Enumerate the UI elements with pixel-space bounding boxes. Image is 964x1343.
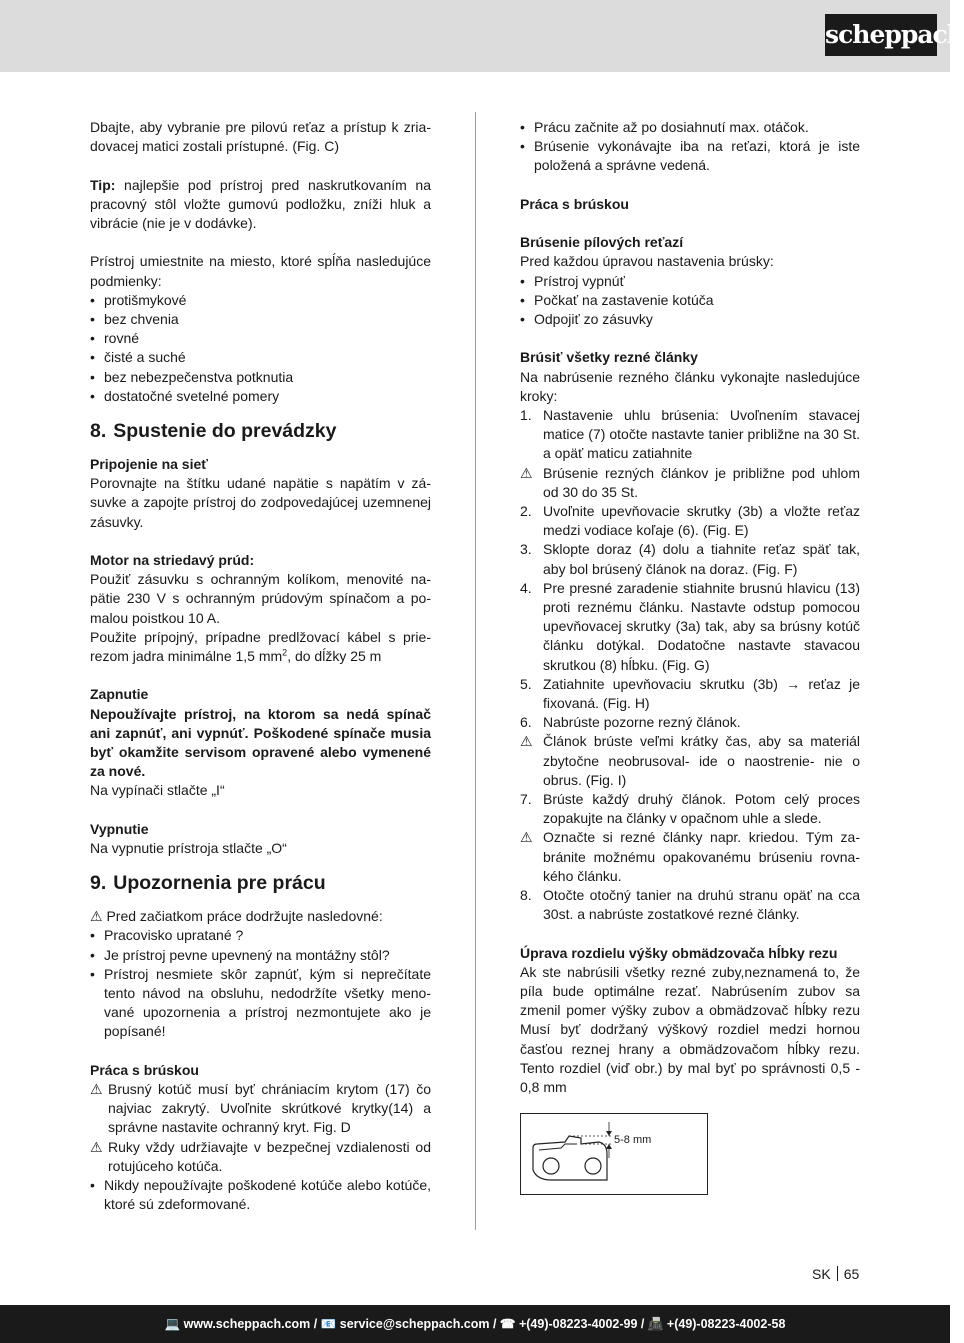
- language-code: SK: [812, 1266, 831, 1282]
- step-text: Nabrúste pozorne rezný článok.: [543, 714, 741, 731]
- intro-paragraph: Dbajte, aby vybranie pre pilovú reťaz a prístup k zriadovacej matici zostali prístupné. (Fig. C): [90, 119, 431, 155]
- switch-off-text: Na vypnutie prístroja stlačte „O“: [90, 840, 287, 857]
- start-list: [520, 118, 860, 176]
- work-intro: [90, 907, 431, 926]
- scheppach-logo: scheppach: [825, 14, 937, 56]
- warning-icon: ⚠: [90, 1081, 103, 1098]
- section-number: 9.: [90, 872, 107, 895]
- work-list: [90, 926, 431, 1041]
- list-item: • Prácu začnite až po dosiahnutí max. otáčok.: [520, 118, 860, 137]
- step-marker: 1.: [520, 407, 532, 423]
- step-marker: 7.: [520, 791, 532, 808]
- separator: [837, 1266, 838, 1281]
- section-9-heading: [90, 870, 431, 896]
- cable-text: Použite prípojný, prípadne predlžovací kábel s prierezom jadra minimálne 1,5 mm: [90, 628, 431, 665]
- step-marker: 6.: [520, 714, 532, 731]
- cable-text-end: , do dĺžky 25 m: [287, 648, 382, 665]
- footer-contact-bar: 💻 www.scheppach.com / 📧 service@scheppach.com / ☎ +(49)-08223-4002-99 / 📠 +(49)-08223-4002-58: [0, 1305, 950, 1343]
- step-item: [520, 790, 860, 828]
- chain-intro: Pred každou úpravou nastavenia brúsky:: [520, 253, 774, 270]
- step-item: [520, 464, 860, 502]
- step-text: Označte si rezné články napr. kriedou. Tým zabránite možnému opakovanému brúseniu rovnakého článku.: [543, 829, 860, 884]
- section-number: 8.: [90, 420, 107, 443]
- section-8-heading: [90, 418, 431, 444]
- grinder-heading: Práca s brúskou: [90, 1061, 199, 1078]
- section-title: Upozornenia pre prácu: [113, 872, 326, 895]
- warning-icon: ⚠: [520, 733, 533, 750]
- grinder-work-heading: Práca s brúskou: [520, 195, 629, 212]
- step-text: Pre presné zaradenie stiahnite brusnú hlavicu (13) proti reznému článku. Nastavte odstup pomocou upevňovacej skrutky (3a) tak, aby sa brúsny kotúč článku dotýkal. Dodatočne nastavte stavacou skrutkou (8) hĺbku. (Fig. G): [543, 579, 860, 673]
- step-marker: 8.: [520, 887, 532, 904]
- step-marker: 2.: [520, 503, 532, 520]
- step-item: [520, 828, 860, 886]
- step-marker: 3.: [520, 541, 532, 558]
- chain-heading: Brúsenie pílových reťazí: [520, 234, 684, 251]
- depth-dimension-label: 5-8 mm: [614, 1134, 652, 1147]
- list-item: • rovné: [90, 329, 431, 348]
- step-text: Článok brúste veľmi krátky čas, aby sa materiál zbytočne neobrusoval- ide o naostrenie- nie o obrus. (Fig. I): [543, 733, 860, 788]
- net-paragraph: Porovnajte na štítku udané napätie s napätím v zásuvke a zapojte prístroj do zodpovedajúcej uzemnenej zásuvky.: [90, 475, 431, 530]
- depth-paragraph: Ak ste nabrúsili všetky rezné zuby,neznamená to, že píla bude optimálne rezať. Nabrúsením zubov sa zmenil pomer výšky zubov a obmädzovač hĺbky rezu Musí byť dodržaný výškový rozdiel medzi hornou časťou reznej hrany a obmädzovačom hĺbky rezu. Tento rozdiel (viď obr.) by mal byť po správnosti 0,5 - 0,8 mm: [520, 963, 860, 1096]
- page-number: [812, 1266, 859, 1282]
- warning-icon: ⚠: [520, 829, 533, 846]
- switch-warning: Nepoužívajte prístroj, na ktorom sa nedá spínač ani zapnúť, ani vypnúť. Poškodené spínače musia byť okamžite servisom opravené alebo vymenené za nové.: [90, 705, 431, 780]
- motor-heading: Motor na striedavý prúd:: [90, 552, 255, 569]
- step-item: [520, 502, 860, 540]
- chain-tooth-drawing: [521, 1114, 707, 1194]
- switch-off-heading: Vypnutie: [90, 820, 149, 837]
- step-item: [520, 579, 860, 675]
- list-item: • Pracovisko upratané ?: [90, 926, 431, 945]
- header-band: [0, 0, 950, 72]
- list-item: • protišmykové: [90, 291, 431, 310]
- step-item: [520, 886, 860, 924]
- step-marker: 4.: [520, 579, 532, 596]
- left-column: [90, 118, 431, 1214]
- list-item: • Prístroj vypnúť: [520, 272, 860, 291]
- list-item: • Odpojiť zo zásuvky: [520, 310, 860, 329]
- tip-label: Tip:: [90, 176, 116, 193]
- conditions-list: [90, 291, 431, 406]
- step-text: Brúste každý druhý článok. Potom celý proces zopakujte na články v opačnom uhle a slede.: [543, 791, 860, 827]
- step-marker: 5.: [520, 675, 532, 692]
- step-item: [520, 713, 860, 732]
- net-heading: Pripojenie na sieť: [90, 456, 208, 473]
- all-links-intro: Na nabrúsenie rezného článku vykonajte nasledujúce kroky:: [520, 368, 860, 404]
- tip-text: najlepšie pod prístroj pred naskrutkovaním na pracovný stôl vložte gumovú podložku, zníži hluk a vibrácie (nie je v dodávke).: [90, 176, 431, 231]
- cable-paragraph: [90, 628, 431, 666]
- column-divider: [475, 112, 476, 1230]
- motor-paragraph: Použiť zásuvku s ochranným kolíkom, menovité napätie 230 V s ochranným prúdovým spínačom a pomalou poistkou 10 A.: [90, 571, 431, 626]
- depth-heading: Úprava rozdielu výšky obmädzovača hĺbky rezu: [520, 944, 838, 961]
- step-item: [520, 675, 860, 713]
- switch-on-text: Na vypínači stlačte „I“: [90, 782, 225, 799]
- page-number-value: 65: [843, 1266, 860, 1282]
- switch-on-heading: Zapnutie: [90, 686, 149, 703]
- warning-text: Brusný kotúč musí byť chrániacím krytom (17) čo najviac zakrytý. Uvoľnite skrútkové krytky(14) a správne nastavite ochranný kryt. Fig. D: [108, 1081, 431, 1136]
- list-item: • Brúsenie vykonávajte iba na reťazi, ktorá je iste položená a správne vedená.: [520, 137, 860, 175]
- chain-depth-figure: [520, 1113, 708, 1195]
- tip-paragraph: [90, 176, 431, 234]
- step-text: Uvoľnite upevňovacie skrutky (3b) a vložte reťaz medzi vodiace koľaje (6). (Fig. E): [543, 503, 860, 539]
- list-item: • Je prístroj pevne upevnený na montážny stôl?: [90, 946, 431, 965]
- warning-icon: ⚠: [520, 464, 533, 481]
- step-text: Otočte otočný tanier na druhú stranu opäť na cca 30st. a nabrúste zostatkové rezné články.: [543, 887, 860, 923]
- warning-icon: ⚠: [90, 1138, 103, 1155]
- list-item: • čisté a suché: [90, 348, 431, 367]
- grinder-warning-1: [90, 1080, 431, 1138]
- list-item: • Prístroj nesmiete skôr zapnúť, kým si neprečítate tento návod na obsluhu, nedodržíte všetky menované upozornenia a prístroj nezmontujete ako je popísané!: [90, 965, 431, 1042]
- right-column: [520, 118, 860, 1195]
- step-item: [520, 406, 860, 464]
- step-item: [520, 732, 860, 790]
- list-item: • bez chvenia: [90, 310, 431, 329]
- warning-icon: ⚠: [90, 908, 103, 925]
- step-text: Sklopte doraz (4) dolu a tiahnite reťaz späť tak, aby bol brúsený článok na doraz. (Fig. F): [543, 541, 860, 577]
- superscript: 2: [282, 647, 288, 658]
- grinder-list: [90, 1176, 431, 1214]
- warning-text: Ruky vždy udržiavajte v bezpečnej vzdialenosti od rotujúceho kotúča.: [108, 1138, 431, 1174]
- step-text: Brúsenie rezných článkov je približne pod uhlom od 30 do 35 St.: [543, 464, 860, 500]
- step-item: [520, 540, 860, 578]
- list-item: • bez nebezpečenstva potknutia: [90, 368, 431, 387]
- step-text: Zatiahnite upevňovaciu skrutku (3b) → reťaz je fixovaná. (Fig. H): [543, 675, 860, 712]
- chain-list: [520, 272, 860, 330]
- step-text: Nastavenie uhlu brúsenia: Uvoľnením stavacej matice (7) otočte nastavte tanier približne na 30 St. a opäť maticu zatiahnite: [543, 407, 860, 462]
- list-item: • Počkať na zastavenie kotúča: [520, 291, 860, 310]
- grinder-warning-2: [90, 1138, 431, 1176]
- list-item: • Nikdy nepoužívajte poškodené kotúče alebo kotúče, ktoré sú zdeformované.: [90, 1176, 431, 1214]
- section-title: Spustenie do prevádzky: [113, 420, 337, 443]
- work-intro-text: Pred začiatkom práce dodržujte nasledovné:: [102, 908, 383, 925]
- list-item: • dostatočné svetelné pomery: [90, 387, 431, 406]
- steps-list: [520, 406, 860, 924]
- all-links-heading: Brúsiť všetky rezné články: [520, 349, 698, 366]
- placement-paragraph: Prístroj umiestnite na miesto, ktoré spĺňa nasledujúce podmienky:: [90, 253, 431, 289]
